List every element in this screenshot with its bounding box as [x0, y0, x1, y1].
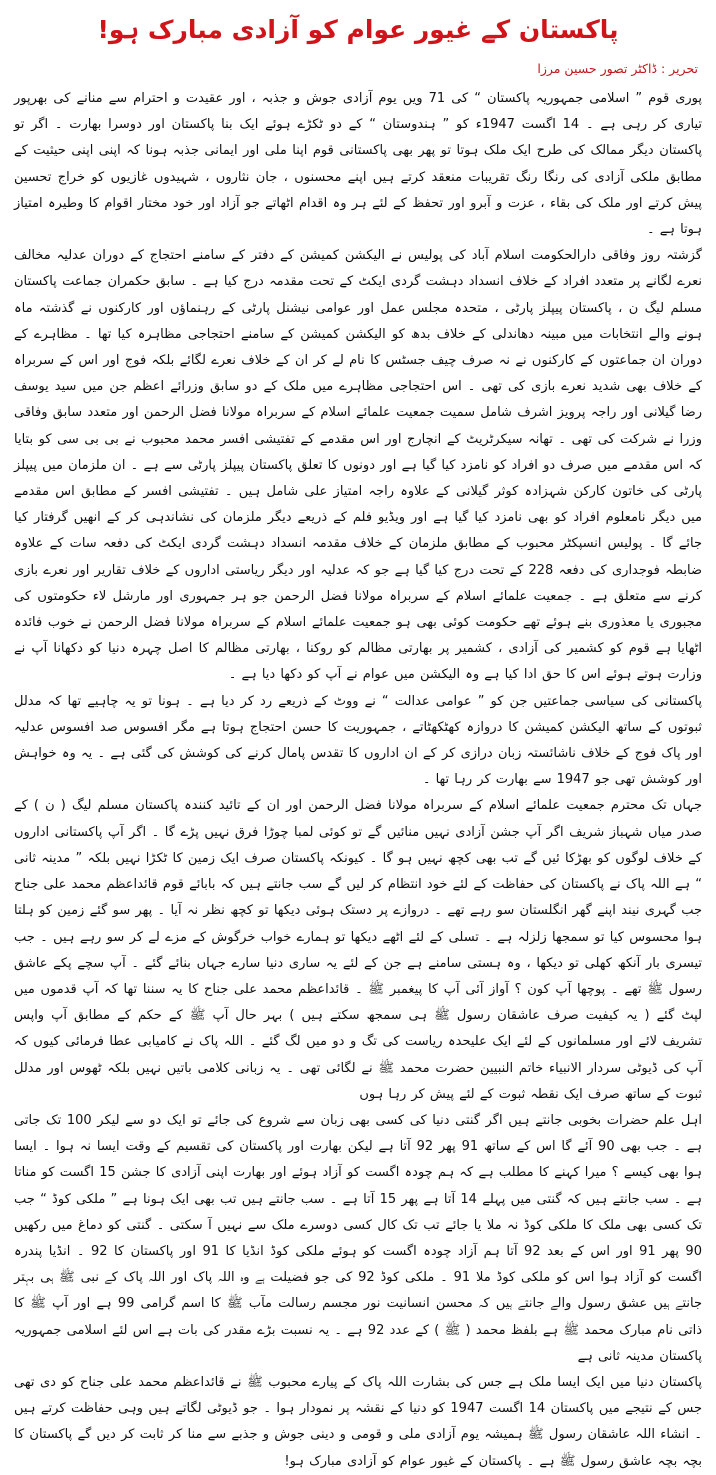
article-body — [14, 86, 702, 1475]
paragraph-intro: پوری قوم ” اسلامی جمہوریہ پاکستان “ کی 71 ویں یوم آزادی جوش و جذبہ ، اور عقیدت و احترام سے منانے کی بھرپور تیاری کر رہی ہے ۔ 14 اگست 1947ء کو ” ہندوستان “ کے دو ٹکڑے ہوئے ایک بنا پاکستان اور دوسرا بھارت ۔ اگر تو پاکستان دیگر ممالک کی طرح ایک ملک ہوتا تو پھر بھی پاکستانی قوم اپنا ملی اور ایمانی جذبہ ہونا کہ اپنی اپنی حیثیت کے مطابق ملکی آزادی کی رنگا رنگ تقریبات منعقد کرتے ہیں اپنے محسنوں ، جان نثاروں ، شہیدوں غازیوں کو خراج تحسین پیش کرتے اور ملک کی بقاء ، عزت و آبرو اور تحفظ کے لئے ہر وہ اقدام اٹھاتے جو آزاد اور خود مختار اقوام کا وطیرہ امتیاز ہوتا ہے ۔ — [14, 91, 702, 238]
paragraph-conclusion: پاکستان دنیا میں ایک ایسا ملک ہے جس کی بشارت اللہ پاک کے پیارے محبوب ﷺ نے قائداعظم محمد علی جناح کو دی تھی جس کے نتیجے میں پاکستان 14 اگست 1947 کو دنیا کے نقشہ پر نمودار ہوا ۔ جو ڈیوٹی لگاتے ہیں وہی حفاظت کرتے ہیں ۔ انشاء اللہ عاشقان رسول ﷺ ہمیشہ یوم آزادی ملی و قومی و دینی جوش و جذبے سے منا کر ثابت کر دیں گے پاکستان کا بچہ بچہ عاشق رسول ﷺ ہے ۔ پاکستان کے غیور عوام کو آزادی مبارک ہو! — [14, 1374, 702, 1469]
byline: تحریر : ڈاکٹر تصور حسین مرزا — [537, 61, 698, 76]
paragraph-country-code: اہل علم حضرات بخوبی جانتے ہیں اگر گنتی دنیا کی کسی بھی زبان سے شروع کی جائے تو ایک دو سے لیکر 100 تک جاتی ہے ۔ جب بھی 90 آئے گا اس کے ساتھ 91 پھر 92 آتا ہے لیکن بھارت اور پاکستان کی تقسیم کے وقت ایسا نہ ہوا ۔ ایسا ہوا بھی کیسے ؟ میرا کہنے کا مطلب ہے کہ ہم چودہ اگست کو آزاد ہوئے اور بھارت اپنی آزادی کا جشن 15 اگست کو مناتا ہے ۔ سب جانتے ہیں کہ گنتی میں پہلے 14 آتا ہے پھر 15 آتا ہے ۔ سب جانتے ہیں تب بھی ایک ہونا ہے ” ملکی کوڈ “ جب تک کسی بھی ملک کا ملکی کوڈ نہ ملا یا جائے تب تک کال کسی دوسرے ملک سے نہیں آ سکتی ۔ گنتی کو دماغ میں رکھیں 90 پھر 91 اور اس کے بعد 92 آتا ہم آزاد چودہ اگست کو ہوئے ملکی کوڈ انڈیا کا 91 اور پاکستان کا 92 ۔ انڈیا پندرہ اگست کو آزاد ہوا اس کو ملکی کوڈ ملا 91 ۔ ملکی کوڈ 92 کی جو فضیلت ہے وہ اللہ پاک اور اللہ پاک کے نبی ﷺ ہی بہتر جانتے ہیں عشق رسول والے جانتے ہیں کہ محسن انسانیت نور مجسم رسالت مآب ﷺ کا اسم گرامی 99 ہے اور آپ ﷺ کا ذاتی نام مبارک محمد ﷺ ہے بلفظ محمد ( ﷺ ) کے عدد 92 ہے ۔ یہ نسبت بڑے مقدر کی بات ہے اس لئے اسلامی جمہوریہ پاکستان مدینہ ثانی ہے — [14, 1112, 703, 1364]
paragraph-protest-case: گزشتہ روز وفاقی دارالحکومت اسلام آباد کی پولیس نے الیکشن کمیشن کے دفتر کے سامنے احتجاج کے دوران عدلیہ مخالف نعرے لگانے پر متعدد افراد کے خلاف انسداد دہشت گردی ایکٹ کے تحت مقدمہ درج کیا ہے ۔ سابق حکمران جماعت پاکستان مسلم لیگ ن ، پاکستان پیپلز پارٹی ، متحدہ مجلس عمل اور عوامی نیشنل پارٹی کے رہنماؤں اور کارکنوں نے گذشتہ ماہ ہونے والے انتخابات میں مبینہ دھاندلی کے خلاف بدھ کو الیکشن کمیشن کے سامنے احتجاجی مظاہرہ کیا تھا ۔ مظاہرے کے دوران ان جماعتوں کے کارکنوں نے نہ صرف چیف جسٹس کا نام لے کر ان کے خلاف نعرے لگائے بلکہ فوج اور اس کے سربراہ کے خلاف بھی شدید نعرے بازی کی تھی ۔ اس احتجاجی مظاہرے میں ملک کے دو سابق وزرائے اعظم جن میں سید یوسف رضا گیلانی اور راجہ پرویز اشرف شامل سمیت جمعیت علمائے اسلام کے سربراہ مولانا فضل الرحمن اور متعدد سابق وفاقی وزرا نے شرکت کی تھی ۔ تھانہ سیکرٹریٹ کے انچارج اور اس مقدمے کے تفتیشی افسر محمد محبوب نے بی بی سی کو بتایا کہ اس مقدمے میں صرف دو افراد کو نامزد کیا گیا ہے اور دونوں کا تعلق پاکستان پیپلز پارٹی سے ہے ۔ ان ملزمان میں پیپلز پارٹی کی خاتون کارکن شہزادہ کوثر گیلانی کے علاوہ راجہ امتیاز علی شامل ہیں ۔ تفتیشی افسر کے مطابق اس مقدمے میں دیگر نامعلوم افراد کو بھی نامزد کیا گیا ہے اور ویڈیو فلم کے ذریعے دیگر ملزمان کی نشاندہی کر کے انھیں گرفتار کیا جائے گا ۔ پولیس انسپکٹر محبوب کے مطابق ملزمان کے خلاف مقدمہ انسداد دہشت گردی ایکٹ کی دفعہ سات کے علاوہ ضابطہ فوجداری کی دفعہ 228 کے تحت درج کیا گیا ہے جو کہ عدلیہ اور دیگر ریاستی اداروں کے خلاف تقاریر اور نعرے بازی کرنے سے متعلق ہے ۔ جمعیت علمائے اسلام کے سربراہ مولانا فضل الرحمن جو ہر جمہوری اور مارشل لاء حکومتوں کی مجبوری یا معذوری بنے ہوئے تھے حکومت کوئی بھی ہو جمعیت علمائے اسلام کے سربراہ مولانا فضل الرحمن نے خوب فائدہ اٹھایا ہے قوم کو کشمیر کی آزادی ، کشمیر پر بھارتی مظالم کو روکنا ، بھارتی مظالم کا اصل چہرہ دنیا کو دکھانا آپ نے وزارت ہوتے ہوئے اس کا حق ادا کیا ہے وہ الیکشن میں عوام نے آپ کو دکھا دیا ہے ۔ — [14, 248, 702, 683]
headline: پاکستان کے غیور عوام کو آزادی مبارک ہو! — [97, 15, 619, 44]
paragraph-parties: پاکستانی کی سیاسی جماعتیں جن کو ” عوامی عدالت “ نے ووٹ کے ذریعے رد کر دیا ہے ۔ ہونا تو یہ چاہیے تھا کہ مدلل ثبوتوں کے ساتھ الیکشن کمیشن کا دروازہ کھٹکھٹاتے ، جمہوریت کا حسن احتجاج ہوتا ہے مگر افسوس صد افسوس عدلیہ اور پاک فوج کے خلاف ناشائستہ زبان درازی کر کے ان اداروں کا تقدس پامال کرنے کی کوشش کی گئی ہے ۔ یہ وہ خواہش اور کوشش تھی جو 1947 سے بھارت کر رہا تھا ۔ — [14, 693, 702, 788]
paragraph-quaid-dream: جہاں تک محترم جمعیت علمائے اسلام کے سربراہ مولانا فضل الرحمن اور ان کے تائید کنندہ پاکستان مسلم لیگ ( ن ) کے صدر میاں شہباز شریف اگر آپ جشن آزادی نہیں منائیں گے تو کوئی لمبا چوڑا فرق نہیں پڑے گا ۔ اگر آپ پاکستانی اداروں کے خلاف لوگوں کو بھڑکا ئیں گے تب بھی کچھ نہیں ہو گا ۔ کیونکہ پاکستان صرف ایک زمین کا ٹکڑا نہیں بلکہ ” مدینہ ثانی “ ہے اللہ پاک نے پاکستان کی حفاظت کے لئے خود انتظام کر لیں گے سب جانتے ہیں کہ بابائے قوم قائداعظم محمد علی جناح جب گہری نیند اپنے گھر انگلستان سو رہے تھے ۔ دروازے پر دستک ہوئی دیکھا تو کچھ نظر نہ آیا ۔ پھر سو گئے زمین کو ہلتا ہوا محسوس کیا تو سمجھا زلزلہ ہے ۔ تسلی کے لئے اٹھے دیکھا تو ہمارے خواب خرگوش کے مزے لے کر سو رہے ہیں ۔ جب تیسری بار آنکھ کھلی تو دیکھا ، وہ ہستی سامنے ہے جن کے لئے یہ ساری دنیا سارے جہاں بنائے گئے ۔ آپ سچے پکے عاشق رسول ﷺ تھے ۔ پوچھا آپ کون ؟ آواز آئی آپ کا پیغمبر ﷺ ۔ قائداعظم محمد علی جناح کا یہ سننا تھا کہ آپ قدموں میں لپٹ گئے ( یہ کیفیت صرف عاشقان رسول ﷺ ہی سمجھ سکتے ہیں ) بہر حال آپ ﷺ کے حکم کے مطابق آپ واپس تشریف لائے اور مسلمانوں کے لئے ایک علیحدہ ریاست کی تگ و دو میں لگ گئے ۔ اللہ پاک نے کامیابی عطا فرمائی کیوں کہ آپ کی ڈیوٹی سردار الانبیاء خاتم النبیین حضرت محمد ﷺ نے لگائی تھی ۔ یہ زبانی کلامی باتیں نہیں بلکہ ٹھوس اور مدلل ثبوت کے ساتھ صرف ایک نقطہ ثبوت کے لئے پیش کر رہا ہوں — [14, 798, 702, 1102]
